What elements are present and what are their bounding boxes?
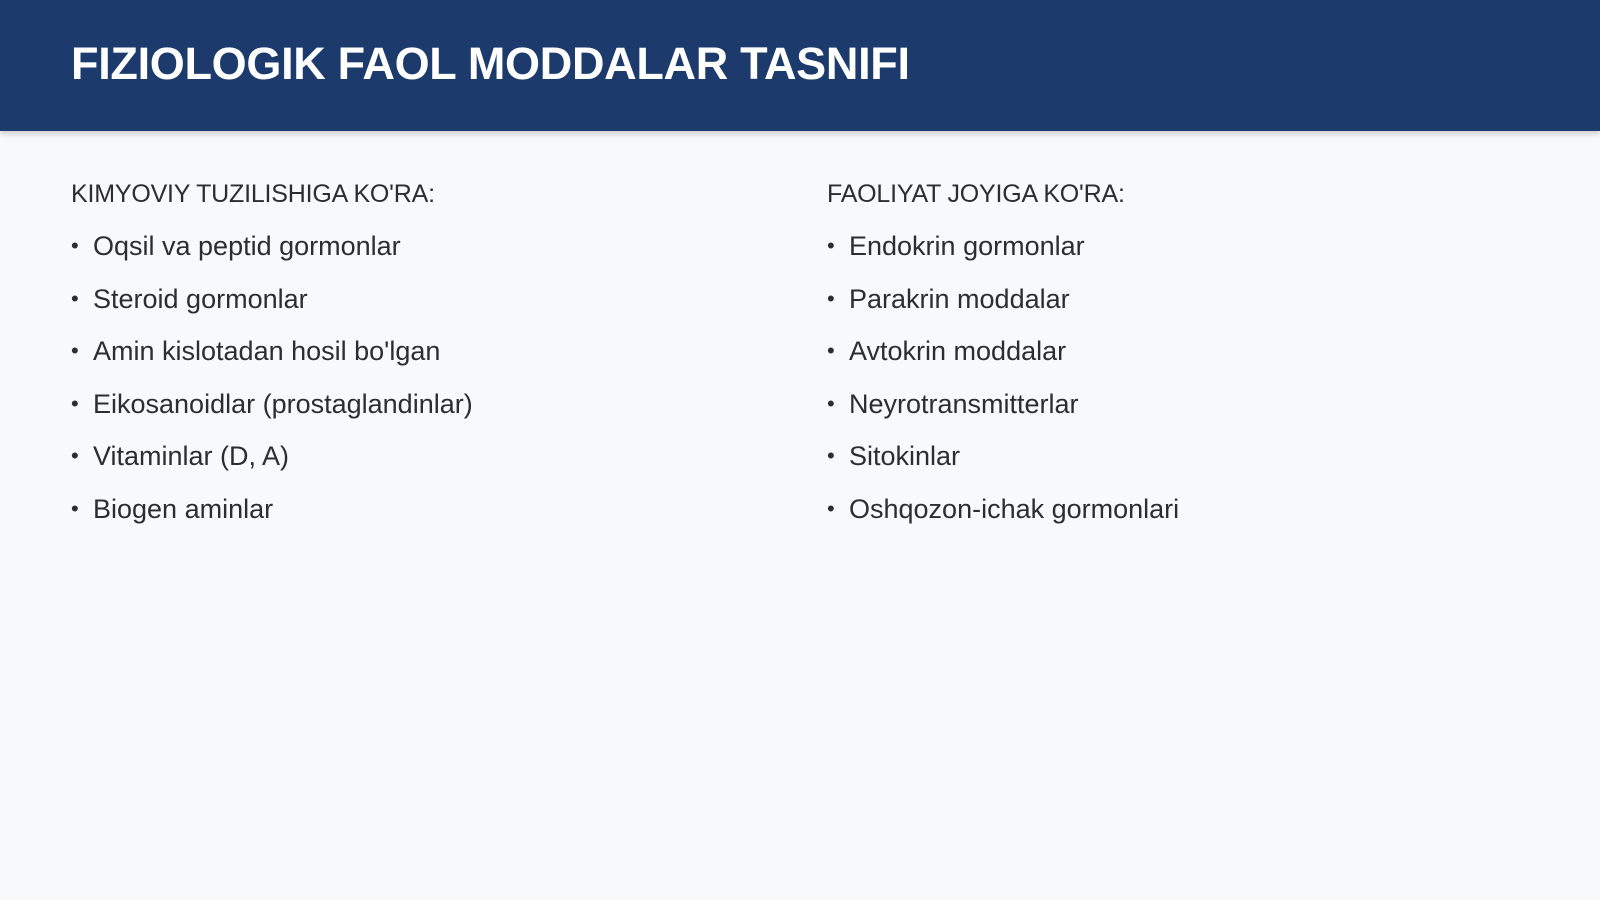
list-item xyxy=(827,438,1527,474)
list-item-text: Steroid gormonlar xyxy=(93,283,308,314)
list-item-text: Oqsil va peptid gormonlar xyxy=(93,231,401,261)
list-item xyxy=(827,228,1527,264)
bullet-icon: • xyxy=(71,233,79,258)
list-item xyxy=(71,438,771,474)
bullet-list xyxy=(71,228,771,527)
list-item xyxy=(71,228,771,264)
list-item-text: Vitaminlar (D, A) xyxy=(93,441,290,472)
list-item-text: Oshqozon-ichak gormonlari xyxy=(849,493,1180,524)
column-heading: FAOLIYAT JOYIGA KO'RA: xyxy=(827,180,1125,208)
list-item xyxy=(71,491,771,527)
bullet-icon: • xyxy=(71,338,79,364)
bullet-icon: • xyxy=(827,233,835,258)
list-item xyxy=(827,333,1527,369)
bullet-icon: • xyxy=(71,495,79,521)
bullet-icon: • xyxy=(827,390,835,416)
list-item xyxy=(71,281,771,317)
list-item-text: Sitokinlar xyxy=(849,441,961,472)
list-item xyxy=(71,386,771,422)
bullet-icon: • xyxy=(827,495,835,521)
list-item-text: Neyrotransmitterlar xyxy=(849,388,1079,419)
slide-title: FIZIOLOGIK FAOL MODDALAR TASNIFI xyxy=(71,38,910,89)
list-item xyxy=(71,333,771,369)
list-item-text: Endokrin gormonlar xyxy=(849,231,1085,261)
list-item-text: Avtokrin moddalar xyxy=(849,336,1067,367)
bullet-icon: • xyxy=(827,338,835,364)
column-site-of-action xyxy=(827,176,1527,544)
bullet-icon: • xyxy=(71,285,79,311)
title-bar xyxy=(0,0,1600,131)
column-heading: KIMYOVIY TUZILISHIGA KO'RA: xyxy=(71,180,435,208)
list-item-text: Amin kislotadan hosil bo'lgan xyxy=(93,336,441,367)
list-item xyxy=(827,386,1527,422)
column-chemical-structure xyxy=(71,176,771,544)
list-item xyxy=(827,491,1527,527)
list-item xyxy=(827,281,1527,317)
bullet-icon: • xyxy=(827,285,835,311)
list-item-text: Eikosanoidlar (prostaglandinlar) xyxy=(93,388,473,419)
list-item-text: Parakrin moddalar xyxy=(849,283,1070,314)
bullet-icon: • xyxy=(71,443,79,469)
list-item-text: Biogen aminlar xyxy=(93,493,274,524)
bullet-list xyxy=(827,228,1527,527)
bullet-icon: • xyxy=(827,443,835,469)
bullet-icon: • xyxy=(71,390,79,416)
